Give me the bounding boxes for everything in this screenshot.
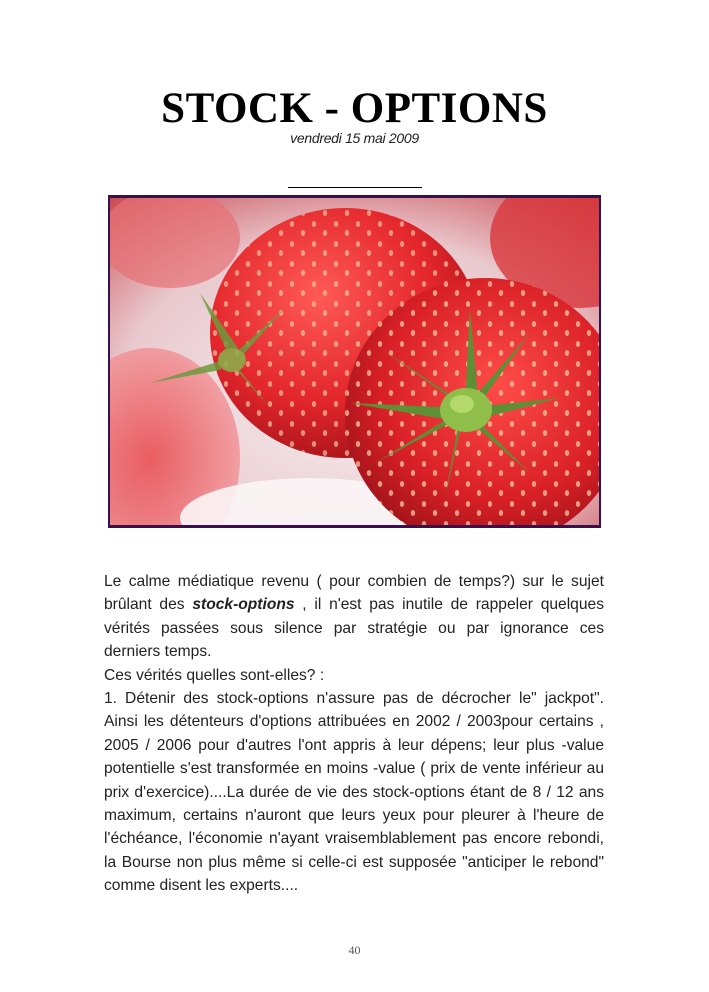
paragraph-intro bbox=[104, 570, 604, 664]
post-date: vendredi 15 mai 2009 bbox=[290, 130, 419, 146]
page-title: STOCK - OPTIONS bbox=[161, 85, 548, 132]
paragraph-point-1: 1. Détenir des stock-options n'assure pas de décrocher le" jackpot". Ainsi les détenteurs d'options attribuées en 2002 / 2003pour certains , 2005 / 2006 pour d'autres l'ont appris à leur dépens; leur plus -value potentielle s'est transformée en moins -value ( prix de vente inférieur au prix d'exercice)....La durée de vie des stock-options étant de 8 / 12 ans maximum, certains n'auront que leurs yeux pour pleurer à l'heure de l'échéance, l'économie n'ayant vraisemblablement pas encore rebondi, la Bourse non plus même si celle-ci est supposée "anticiper le rebond" comme disent les experts.... bbox=[104, 690, 604, 895]
paragraph-question: Ces vérités quelles sont-elles? : bbox=[104, 666, 325, 684]
strawberries-photo bbox=[108, 195, 601, 528]
title-divider bbox=[288, 187, 422, 188]
strawberries-illustration bbox=[110, 198, 599, 525]
emphasis-stock-options: stock-options bbox=[192, 596, 295, 614]
page-number: 40 bbox=[348, 943, 361, 957]
intro-text-end: , il n'est pas inutile de rappeler quelques vérités passées sous silence par stratégie ou par ignorance ces derniers temps. bbox=[104, 596, 604, 661]
article-body bbox=[104, 570, 604, 898]
intro-text: Le calme médiatique revenu ( pour combien de temps?) sur le sujet brûlant des bbox=[104, 573, 604, 614]
